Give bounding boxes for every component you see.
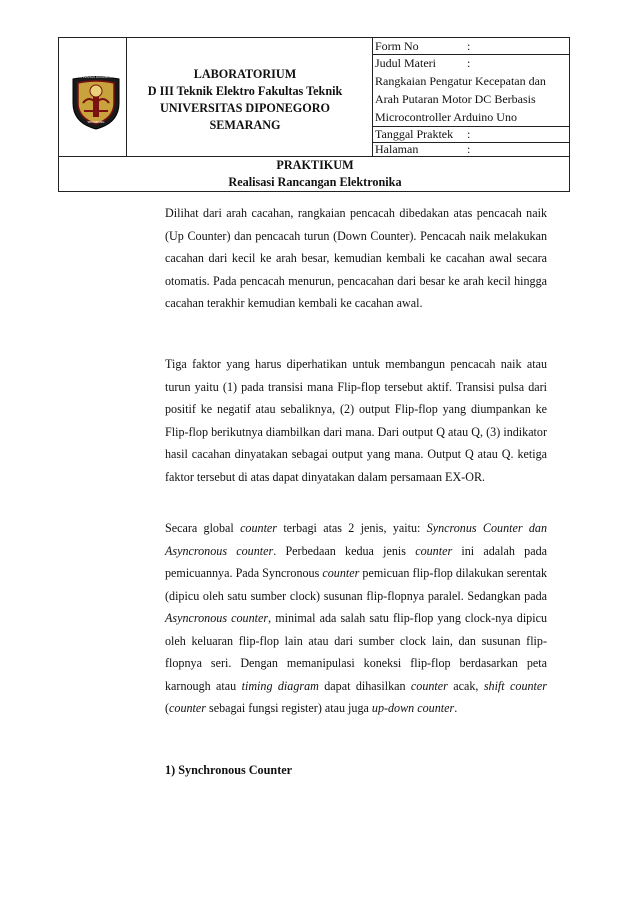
p3-term: counter xyxy=(240,521,278,535)
p3-text: Secara global xyxy=(165,521,241,535)
halaman-row xyxy=(375,141,477,158)
p3-term: counter xyxy=(169,701,206,715)
form-no-row xyxy=(375,38,477,55)
praktikum-title: PRAKTIKUM xyxy=(276,158,354,172)
paragraph-1: Dilihat dari arah cacahan, rangkaian pencacah dibedakan atas pencacah naik (Up Counter) dan pencacah turun (Down Counter). Pencacah naik melakukan cacahan dari kecil ke arah besar, kemudian kembali ke cacahan awal secara otomatis. Pada pencacah menurun, pencacahan dari besar ke arah kecil hingga cacahan terakhir kemudian kembali ke cacahan awal. xyxy=(165,206,547,310)
p3-text: ini adalah pada pemicuannya. Pada Syncronous xyxy=(165,543,547,580)
halaman-label: Halaman xyxy=(375,142,419,156)
seal-top-text: UNIVERSITAS DIPONEGORO xyxy=(75,75,117,79)
p3-text: . xyxy=(454,701,458,715)
university-seal-logo xyxy=(69,73,123,131)
judul-colon: : xyxy=(467,56,471,70)
p3-term: counter xyxy=(415,543,453,558)
p3-text: terbagi atas 2 jenis, yaitu: xyxy=(277,521,427,535)
institution-block xyxy=(139,66,351,134)
section-heading: 1) Synchronous Counter xyxy=(165,763,293,777)
p3-term: Asyncronous counter xyxy=(165,611,269,625)
paragraph-2: Tiga faktor yang harus diperhatikan untuk membangun pencacah naik atau turun yaitu (1) pada transisi mana Flip-flop tersebut aktif. Transisi pulsa dari positif ke negatif atau sebaliknya, (2) output Flip-flop yang diumpankan ke Flip-flop berikutnya diambilkan dari mana. Dari output Q atau Q, (3) indikator hasil cacahan dinyatakan sebagai output yang mana. Output Q atau Q. ketiga faktor tersebut di atas dapat dinyatakan dalam persamaan EX-OR. xyxy=(165,357,547,484)
p3-text: . Perbedaan kedua jenis xyxy=(273,543,416,558)
judul-value: Rangkaian Pengatur Kecepatan dan Arah Putaran Motor DC Berbasis Microcontroller Arduino Uno xyxy=(375,74,546,124)
tanggal-value: : xyxy=(467,127,471,141)
paragraph-3 xyxy=(165,517,547,720)
p3-term: counter xyxy=(322,566,360,580)
p3-text: ( xyxy=(165,701,170,715)
p3-term: Syncronus Counter dan Asyncronous counter xyxy=(165,521,547,558)
form-no-value: : xyxy=(467,39,471,53)
form-no-label: Form No xyxy=(375,39,419,53)
header-table xyxy=(58,37,570,192)
p3-text: dapat dihasilkan xyxy=(318,678,411,693)
p3-text: pemicuan flip-flop dilakukan serentak (dipicu oleh satu sumber clock) susunan flip-flopnya paralel. Sedangkan pada xyxy=(165,566,547,603)
lab-department: D III Teknik Elektro Fakultas Teknik xyxy=(147,84,343,98)
halaman-value: : xyxy=(467,142,471,156)
tanggal-label: Tanggal Praktek xyxy=(375,127,454,141)
p3-text: acak, xyxy=(447,678,484,693)
p3-term: up-down counter xyxy=(371,701,455,715)
lab-university: UNIVERSITAS DIPONEGORO xyxy=(159,101,331,115)
p3-term: counter xyxy=(410,678,448,693)
p3-text: sebagai fungsi register) atau juga xyxy=(205,701,372,715)
lab-city: SEMARANG xyxy=(209,118,281,132)
lab-title: LABORATORIUM xyxy=(193,67,297,81)
p3-term: shift counter xyxy=(483,678,547,693)
judul-row xyxy=(375,55,477,72)
praktikum-subtitle: Realisasi Rancangan Elektronika xyxy=(228,175,402,189)
header-divider xyxy=(372,38,373,156)
p3-text: , minimal ada salah satu flip-flop yang clock-nya dipicu oleh keluaran flip-flop lain atau dari sumber clock lain, dan susunan flip-flopnya seri. Dengan memanipulasi koneksi flip-flop berdasarkan peta karnough atau xyxy=(165,611,547,693)
judul-label: Judul Materi xyxy=(375,56,436,70)
header-divider xyxy=(126,38,127,156)
p3-term: timing diagram xyxy=(241,678,319,693)
seal-bottom-text: SEMARANG xyxy=(87,120,105,124)
